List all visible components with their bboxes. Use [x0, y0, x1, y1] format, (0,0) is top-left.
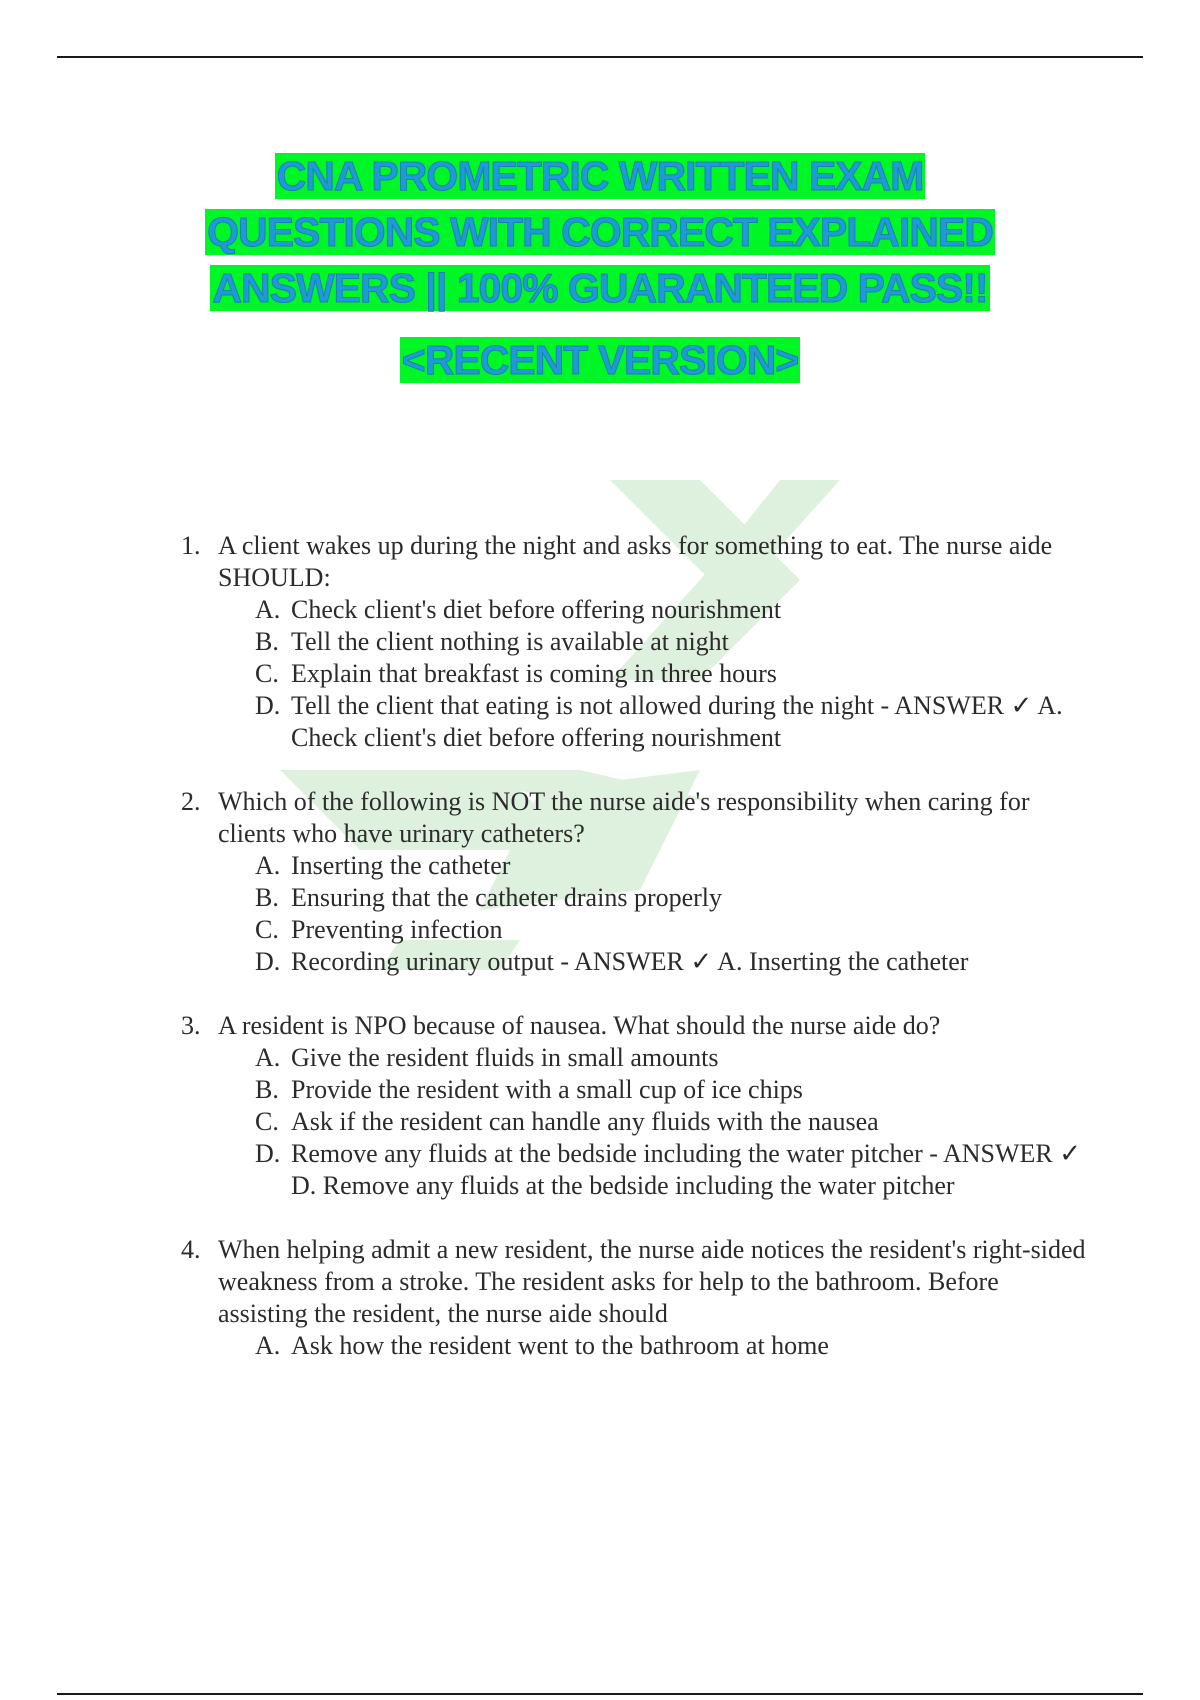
question-stem: Which of the following is NOT the nurse aide's responsibility when caring for clients who have urinary catheters?	[218, 787, 1030, 848]
option-d-with-answer: D. Tell the client that eating is not allowed during the night - ANSWER ✓ A. Check client's diet before offering nourishment	[255, 691, 1063, 752]
question-stem: When helping admit a new resident, the nurse aide notices the resident's right-sided weakness from a stroke. The resident asks for help to the bathroom. Before assisting the resident, the nurse aide should	[218, 1235, 1086, 1328]
option-b: B. Provide the resident with a small cup of ice chips	[255, 1075, 803, 1104]
option-list	[218, 1042, 1088, 1202]
question-1	[181, 530, 1088, 754]
title-subtitle: <RECENT VERSION>	[401, 337, 799, 383]
question-number: 3.	[181, 1011, 201, 1040]
question-3	[181, 1010, 1088, 1202]
document-title	[0, 148, 1200, 388]
option-b: B. Ensuring that the catheter drains properly	[255, 883, 723, 912]
option-list	[218, 594, 1088, 754]
option-a: A. Give the resident fluids in small amounts	[255, 1043, 719, 1072]
question-list	[0, 530, 1200, 1394]
question-stem: A client wakes up during the night and asks for something to eat. The nurse aide SHOULD:	[218, 531, 1053, 592]
title-line-1: CNA PROMETRIC WRITTEN EXAM	[276, 153, 924, 199]
option-d-with-answer: D. Remove any fluids at the bedside including the water pitcher - ANSWER ✓ D. Remove any fluids at the bedside including the water pitcher	[255, 1139, 1082, 1200]
option-list	[218, 850, 1088, 978]
top-rule	[57, 56, 1143, 58]
title-line-2: QUESTIONS WITH CORRECT EXPLAINED	[207, 209, 993, 255]
question-number: 1.	[181, 531, 201, 560]
option-b: B. Tell the client nothing is available at night	[255, 627, 729, 656]
question-number: 2.	[181, 787, 201, 816]
option-a: A. Check client's diet before offering nourishment	[255, 595, 782, 624]
option-c: C. Preventing infection	[255, 915, 503, 944]
option-a: A. Ask how the resident went to the bathroom at home	[255, 1331, 829, 1360]
option-d-with-answer: D. Recording urinary output - ANSWER ✓ A. Inserting the catheter	[255, 947, 969, 976]
question-4	[181, 1234, 1088, 1362]
option-c: C. Ask if the resident can handle any fluids with the nausea	[255, 1107, 879, 1136]
option-c: C. Explain that breakfast is coming in three hours	[255, 659, 777, 688]
option-a: A. Inserting the catheter	[255, 851, 511, 880]
question-2	[181, 786, 1088, 978]
bottom-rule	[57, 1693, 1143, 1695]
question-stem: A resident is NPO because of nausea. What should the nurse aide do?	[218, 1011, 941, 1040]
question-number: 4.	[181, 1235, 201, 1264]
title-line-3: ANSWERS || 100% GUARANTEED PASS!!	[212, 265, 988, 311]
option-list	[218, 1330, 1088, 1362]
